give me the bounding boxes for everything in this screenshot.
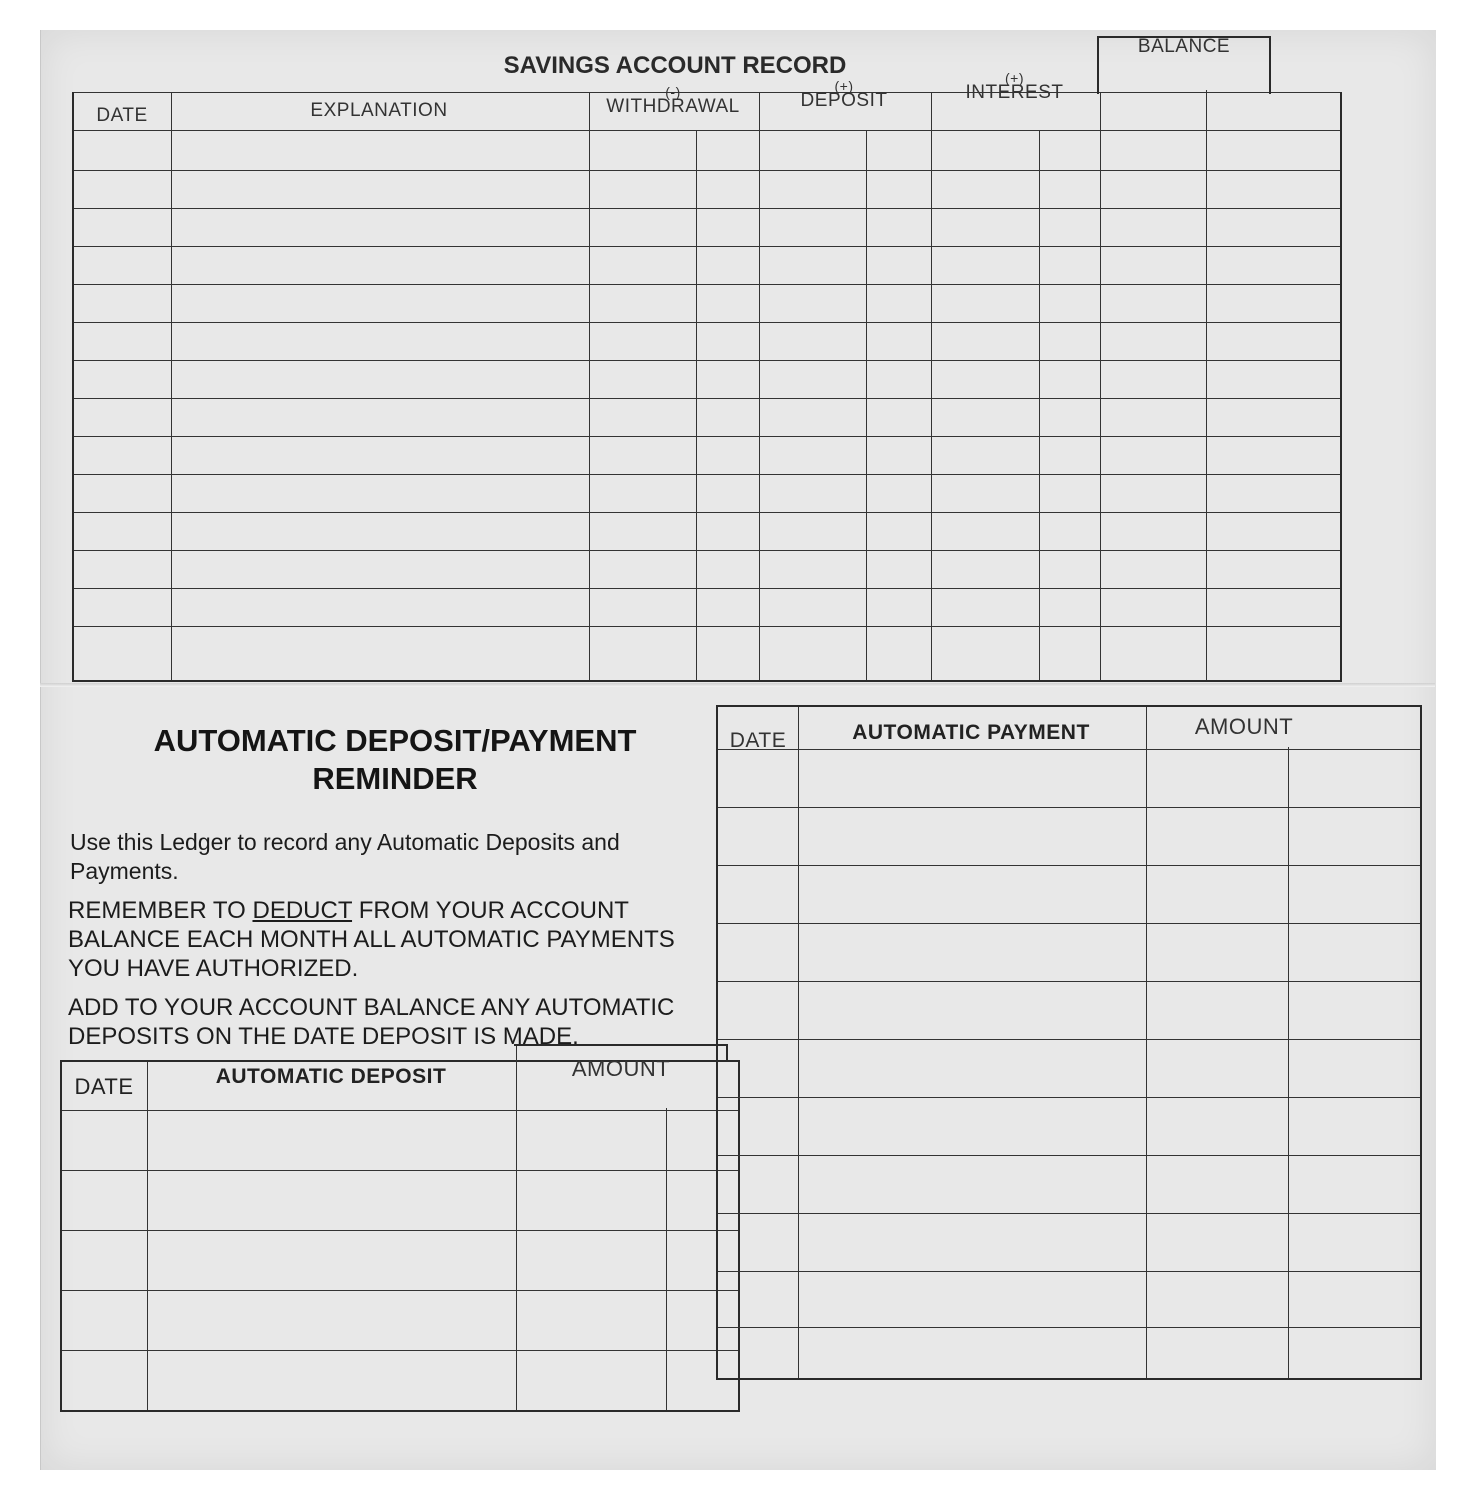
remember-before: REMEMBER TO (68, 897, 253, 924)
payment-row-line (718, 865, 1420, 866)
deposit-row-line (62, 1230, 738, 1231)
interest-cents-divider (1039, 130, 1040, 680)
col-head-withdrawal (588, 86, 758, 116)
row-line (74, 284, 1340, 285)
interest-column-divider (1100, 92, 1101, 680)
deposit-col-amount: AMOUNT (571, 1056, 671, 1081)
reminder-intro: Use this Ledger to record any Automatic Deposits and Payments. (70, 829, 620, 884)
col-head-deposit (758, 80, 930, 110)
reminder-title-line1: AUTOMATIC DEPOSIT/PAYMENT (153, 723, 637, 758)
deposit-col-date: DATE (74, 1074, 134, 1099)
col-head-date: DATE (96, 105, 148, 126)
header-divider (74, 130, 1340, 131)
payment-cents-divider (1288, 747, 1289, 1378)
payment-row-line (718, 1327, 1420, 1328)
deposit-column-divider (931, 92, 932, 680)
savings-record-grid (72, 92, 1342, 682)
deposit-cents-divider (866, 130, 867, 680)
reminder-add-note: ADD TO YOUR ACCOUNT BALANCE ANY AUTOMATIC DEPOSITS ON THE DATE DEPOSIT IS MADE. (68, 994, 675, 1050)
explanation-column-divider (589, 92, 590, 680)
payment-col-description: AUTOMATIC PAYMENT (852, 721, 1090, 744)
deposit-sign: (+) (834, 78, 854, 94)
withdrawal-sign: (-) (665, 84, 681, 100)
deposit-date-divider (147, 1062, 148, 1410)
interest-label: INTEREST (965, 82, 1064, 103)
payment-row-line (718, 1213, 1420, 1214)
deposit-row-line (62, 1290, 738, 1291)
row-line (74, 208, 1340, 209)
row-line (74, 588, 1340, 589)
page-fold (40, 683, 1435, 687)
payment-row-line (718, 1155, 1420, 1156)
withdrawal-cents-divider (696, 130, 697, 680)
reminder-title (95, 722, 695, 798)
row-line (74, 398, 1340, 399)
deposit-row-line (62, 1350, 738, 1351)
row-line (74, 170, 1340, 171)
deposit-cents-divider (666, 1108, 667, 1410)
deposit-row-line (62, 1170, 738, 1171)
interest-sign: (+) (1005, 70, 1024, 86)
deposit-header-divider (62, 1110, 738, 1111)
row-line (74, 246, 1340, 247)
remember-emphasis: DEDUCT (252, 897, 353, 924)
deposit-col-description: AUTOMATIC DEPOSIT (215, 1065, 447, 1088)
col-head-interest (930, 72, 1099, 102)
deposit-description-divider (516, 1046, 517, 1410)
withdrawal-label: WITHDRAWAL (606, 96, 740, 117)
balance-cents-divider (1206, 90, 1207, 680)
savings-record-title: SAVINGS ACCOUNT RECORD (503, 52, 847, 79)
payment-col-date: DATE (729, 729, 787, 752)
withdrawal-column-divider (759, 92, 760, 680)
deposit-label: DEPOSIT (800, 90, 888, 111)
col-head-balance: BALANCE (1137, 36, 1231, 57)
payment-row-line (718, 1039, 1420, 1040)
row-line (74, 550, 1340, 551)
remember-after: FROM YOUR ACCOUNT BALANCE EACH MONTH ALL AUTOMATIC PAYMENTS YOU HAVE AUTHORIZED. (68, 897, 675, 982)
reminder-title-line2: REMINDER (312, 761, 478, 796)
payment-row-line (718, 1271, 1420, 1272)
row-line (74, 512, 1340, 513)
row-line (74, 474, 1340, 475)
row-line (74, 436, 1340, 437)
payment-col-amount: AMOUNT (1194, 714, 1294, 739)
row-line (74, 360, 1340, 361)
payment-row-line (718, 807, 1420, 808)
payment-header-divider (718, 749, 1420, 750)
payment-row-line (718, 981, 1420, 982)
payment-row-line (718, 1097, 1420, 1098)
reminder-remember (68, 896, 698, 983)
automatic-deposit-grid (60, 1056, 740, 1412)
row-line (74, 322, 1340, 323)
row-line (74, 626, 1340, 627)
date-column-divider (171, 92, 172, 680)
col-head-explanation: EXPLANATION (310, 100, 448, 121)
payment-row-line (718, 923, 1420, 924)
automatic-payment-grid (716, 705, 1422, 1380)
